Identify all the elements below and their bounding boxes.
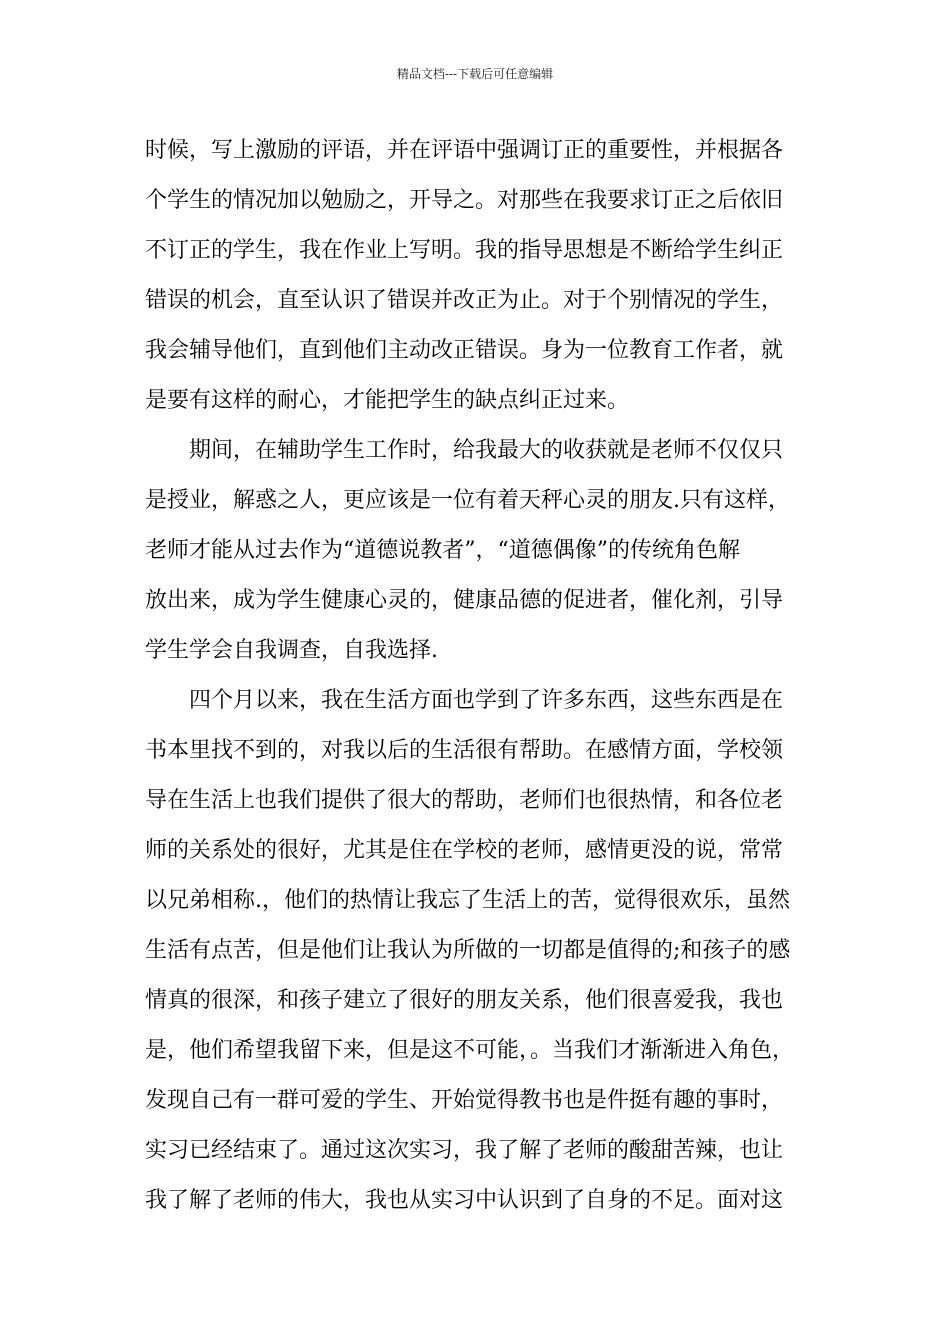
text-line: 放出来，成为学生健康心灵的，健康品德的促进者，催化剂，引导 (145, 588, 784, 613)
text-line: 发现自己有一群可爱的学生、开始觉得教书也是件挺有趣的事时， (145, 1088, 784, 1113)
text-line: 我了解了老师的伟大，我也从实习中认识到了自身的不足。面对这 (145, 1188, 784, 1213)
text-line: 是要有这样的耐心，才能把学生的缺点纠正过来。 (145, 388, 630, 413)
text-line: 老师才能从过去作为“道德说教者”，“道德偶像”的传统角色解 (145, 538, 740, 563)
text-line: 生活有点苦，但是他们让我认为所做的一切都是值得的;和孩子的感 (145, 938, 791, 963)
text-line-indented: 四个月以来，我在生活方面也学到了许多东西，这些东西是在 (189, 688, 784, 713)
text-line: 书本里找不到的，对我以后的生活很有帮助。在感情方面，学校领 (145, 738, 784, 763)
text-line: 师的关系处的很好，尤其是住在学校的老师，感情更没的说，常常 (145, 838, 784, 863)
text-line: 是授业，解惑之人，更应该是一位有着天秤心灵的朋友.只有这样， (145, 488, 790, 513)
text-line: 我会辅导他们，直到他们主动改正错误。身为一位教育工作者，就 (145, 338, 784, 363)
text-line: 错误的机会，直至认识了错误并改正为止。对于个别情况的学生， (145, 288, 784, 313)
document-body (145, 126, 810, 1226)
text-line: 学生学会自我调查，自我选择. (145, 638, 438, 663)
text-line: 个学生的情况加以勉励之，开导之。对那些在我要求订正之后依旧 (145, 188, 784, 213)
text-line: 情真的很深，和孩子建立了很好的朋友关系，他们很喜爱我，我也 (145, 988, 784, 1013)
text-line: 实习已经结束了。通过这次实习，我了解了老师的酸甜苦辣，也让 (145, 1138, 784, 1163)
page-header: 精品文档---下载后可任意编辑 (396, 67, 554, 81)
text-line: 以兄弟相称.，他们的热情让我忘了生活上的苦，觉得很欢乐，虽然 (145, 888, 790, 913)
text-line: 导在生活上也我们提供了很大的帮助，老师们也很热情，和各位老 (145, 788, 784, 813)
text-line: 时候，写上激励的评语，并在评语中强调订正的重要性，并根据各 (145, 138, 784, 163)
text-line-indented: 期间，在辅助学生工作时，给我最大的收获就是老师不仅仅只 (189, 438, 784, 463)
text-line: 不订正的学生，我在作业上写明。我的指导思想是不断给学生纠正 (145, 238, 784, 263)
text-line: 是，他们希望我留下来，但是这不可能，。当我们才渐渐进入角色， (145, 1038, 795, 1063)
